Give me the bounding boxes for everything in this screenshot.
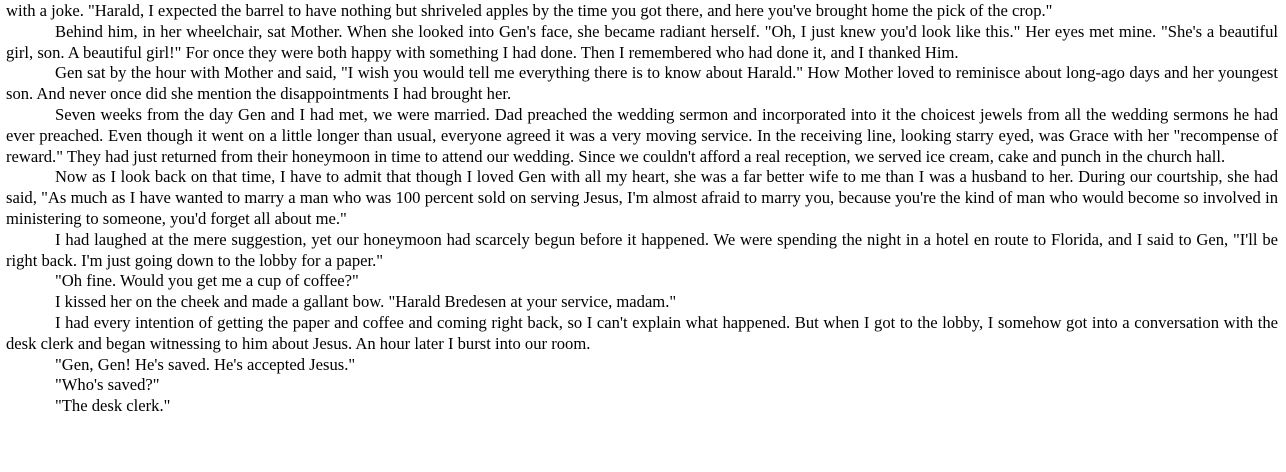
book-page-text <box>6 1 1278 417</box>
paragraph-who-is-saved: "Who's saved?" <box>55 375 160 395</box>
paragraph-mother-wheelchair: Behind him, in her wheelchair, sat Mother. When she looked into Gen's face, she became radiant herself. "Oh, I just knew you'd look like this." Her eyes met mine. "She's a beautiful girl, son. A beautiful girl!" For once they were both happy with something I had done. Then I remembered who had done it, and I thanked Him. <box>6 21 1278 62</box>
paragraph-joke-ending: with a joke. "Harald, I expected the barrel to have nothing but shriveled apples by the time you got there, and here you've brought home the pick of the crop." <box>6 1 1053 20</box>
paragraph-gallant-bow: I kissed her on the cheek and made a gallant bow. "Harald Bredesen at your service, madam." <box>55 292 677 312</box>
paragraph-he-is-saved: "Gen, Gen! He's saved. He's accepted Jesus." <box>55 354 356 374</box>
paragraph-lobby: I had every intention of getting the paper and coffee and coming right back, so I can't explain what happened. But when I got to the lobby, I somehow got into a conversation with the desk clerk and began witnessing to him about Jesus. An hour later I burst into our room. <box>6 312 1278 353</box>
paragraph-honeymoon: I had laughed at the mere suggestion, yet our honeymoon had scarcely begun before it happened. We were spending the night in a hotel en route to Florida, and I said to Gen, "I'll be right back. I'm just going down to the lobby for a paper." <box>6 229 1278 270</box>
paragraph-coffee-request: "Oh fine. Would you get me a cup of coffee?" <box>55 271 359 291</box>
paragraph-desk-clerk: "The desk clerk." <box>55 396 171 416</box>
paragraph-wedding: Seven weeks from the day Gen and I had met, we were married. Dad preached the wedding sermon and incorporated into it the choicest jewels from all the wedding sermons he had ever preached. Even though it went on a little longer than usual, everyone agreed it was a very moving service. In the receiving line, looking starry eyed, was Grace with her "recompense of reward." They had just returned from their honeymoon in time to attend our wedding. Since we couldn't afford a real reception, we served ice cream, cake and punch in the church hall. <box>6 104 1278 166</box>
paragraph-gen-with-mother: Gen sat by the hour with Mother and said, "I wish you would tell me everything there is to know about Harald." How Mother loved to reminisce about long-ago days and her youngest son. And never once did she mention the disappointments I had brought her. <box>6 63 1278 104</box>
paragraph-looking-back: Now as I look back on that time, I have to admit that though I loved Gen with all my heart, she was a far better wife to me than I was a husband to her. During our courtship, she had said, "As much as I have wanted to marry a man who was 100 percent sold on serving Jesus, I'm almost afraid to marry you, because you're the kind of man who would become so involved in ministering to someone, you'd forget all about me." <box>6 167 1278 228</box>
